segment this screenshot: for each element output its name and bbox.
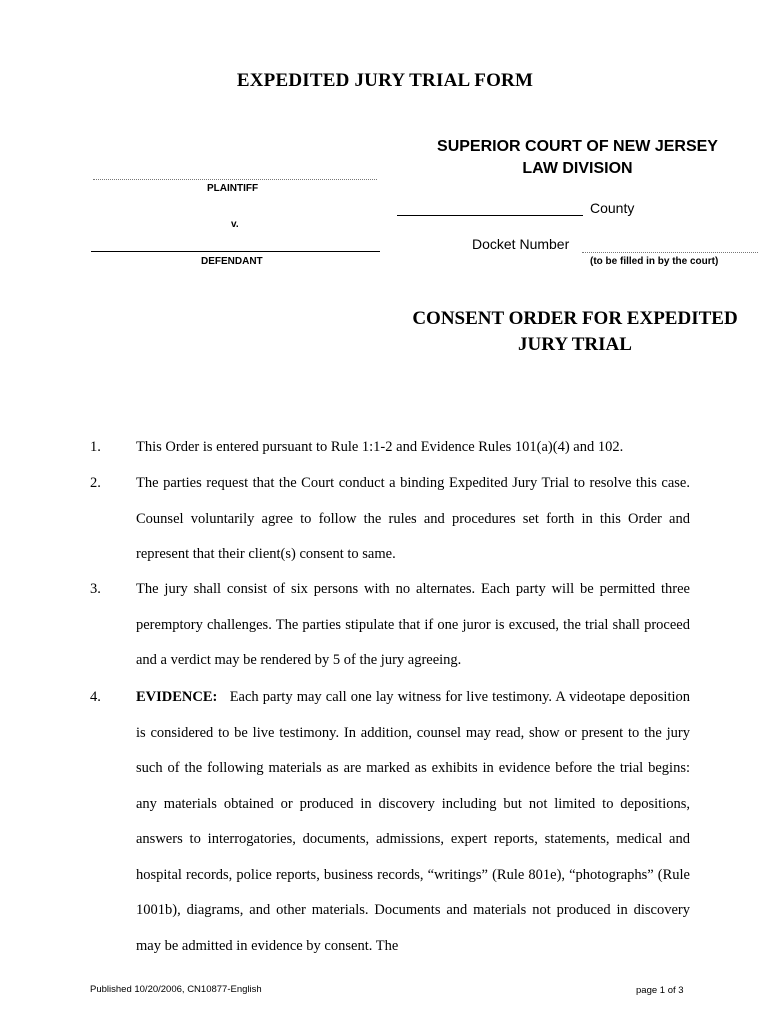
- paragraph-text: [136, 680, 690, 964]
- paragraph-3: [90, 572, 690, 679]
- defendant-label: DEFENDANT: [201, 256, 263, 267]
- versus-label: v.: [231, 219, 239, 230]
- defendant-name-line[interactable]: [91, 251, 380, 252]
- docket-note: (to be filled in by the court): [590, 256, 719, 267]
- paragraph-text: The jury shall consist of six persons with no alternates. Each party will be permitted three peremptory challenges. The parties stipulate that if one juror is excused, the trial shall proceed and a verdict may be rendered by 5 of the jury agreeing.: [136, 581, 690, 668]
- paragraph-text: This Order is entered pursuant to Rule 1:1-2 and Evidence Rules 101(a)(4) and 102.: [136, 439, 624, 455]
- paragraph-2: [90, 466, 690, 573]
- docket-number-label: Docket Number: [472, 236, 570, 252]
- paragraph-4: [90, 680, 690, 964]
- docket-number-line[interactable]: [582, 252, 758, 253]
- county-line[interactable]: [397, 215, 583, 216]
- footer-published: Published 10/20/2006, CN10877-English: [90, 984, 262, 995]
- form-title: EXPEDITED JURY TRIAL FORM: [236, 70, 534, 91]
- paragraph-number: 2.: [90, 475, 101, 491]
- paragraph-1: [90, 430, 690, 466]
- plaintiff-label: PLAINTIFF: [207, 183, 259, 194]
- court-heading: [405, 136, 750, 180]
- paragraph-body: Each party may call one lay witness for live testimony. A videotape deposition is considered to be live testimony. In addition, counsel may read, show or present to the jury such of the following materials as are marked as exhibits in evidence before the trial begins: any materials obtained or produced in discovery including but not limited to depositions, answers to interrogatories, documents, admissions, expert reports, statements, medical and hospital records, police reports, business records, “writings” (Rule 801e), “photographs” (Rule 1001b), diagrams, and other materials. Documents and materials not produced in discovery may be admitted in evidence by consent. The: [136, 689, 690, 954]
- order-title-line2: JURY TRIAL: [518, 334, 632, 355]
- footer-page-number: page 1 of 3: [636, 985, 684, 996]
- plaintiff-name-line[interactable]: [93, 179, 377, 180]
- county-label: County: [590, 200, 635, 216]
- paragraph-number: 4.: [90, 689, 101, 705]
- paragraph-text: The parties request that the Court conduct a binding Expedited Jury Trial to resolve this case. Counsel voluntarily agree to follow the rules and procedures set forth in this Order and represent that their client(s) consent to same.: [136, 475, 690, 562]
- order-title: [395, 306, 755, 358]
- paragraph-number: 1.: [90, 439, 101, 455]
- court-division: LAW DIVISION: [522, 160, 633, 177]
- court-name: SUPERIOR COURT OF NEW JERSEY: [437, 138, 718, 155]
- paragraph-number: 3.: [90, 581, 101, 597]
- paragraph-heading: EVIDENCE:: [136, 689, 218, 705]
- order-title-line1: CONSENT ORDER FOR EXPEDITED: [412, 308, 738, 329]
